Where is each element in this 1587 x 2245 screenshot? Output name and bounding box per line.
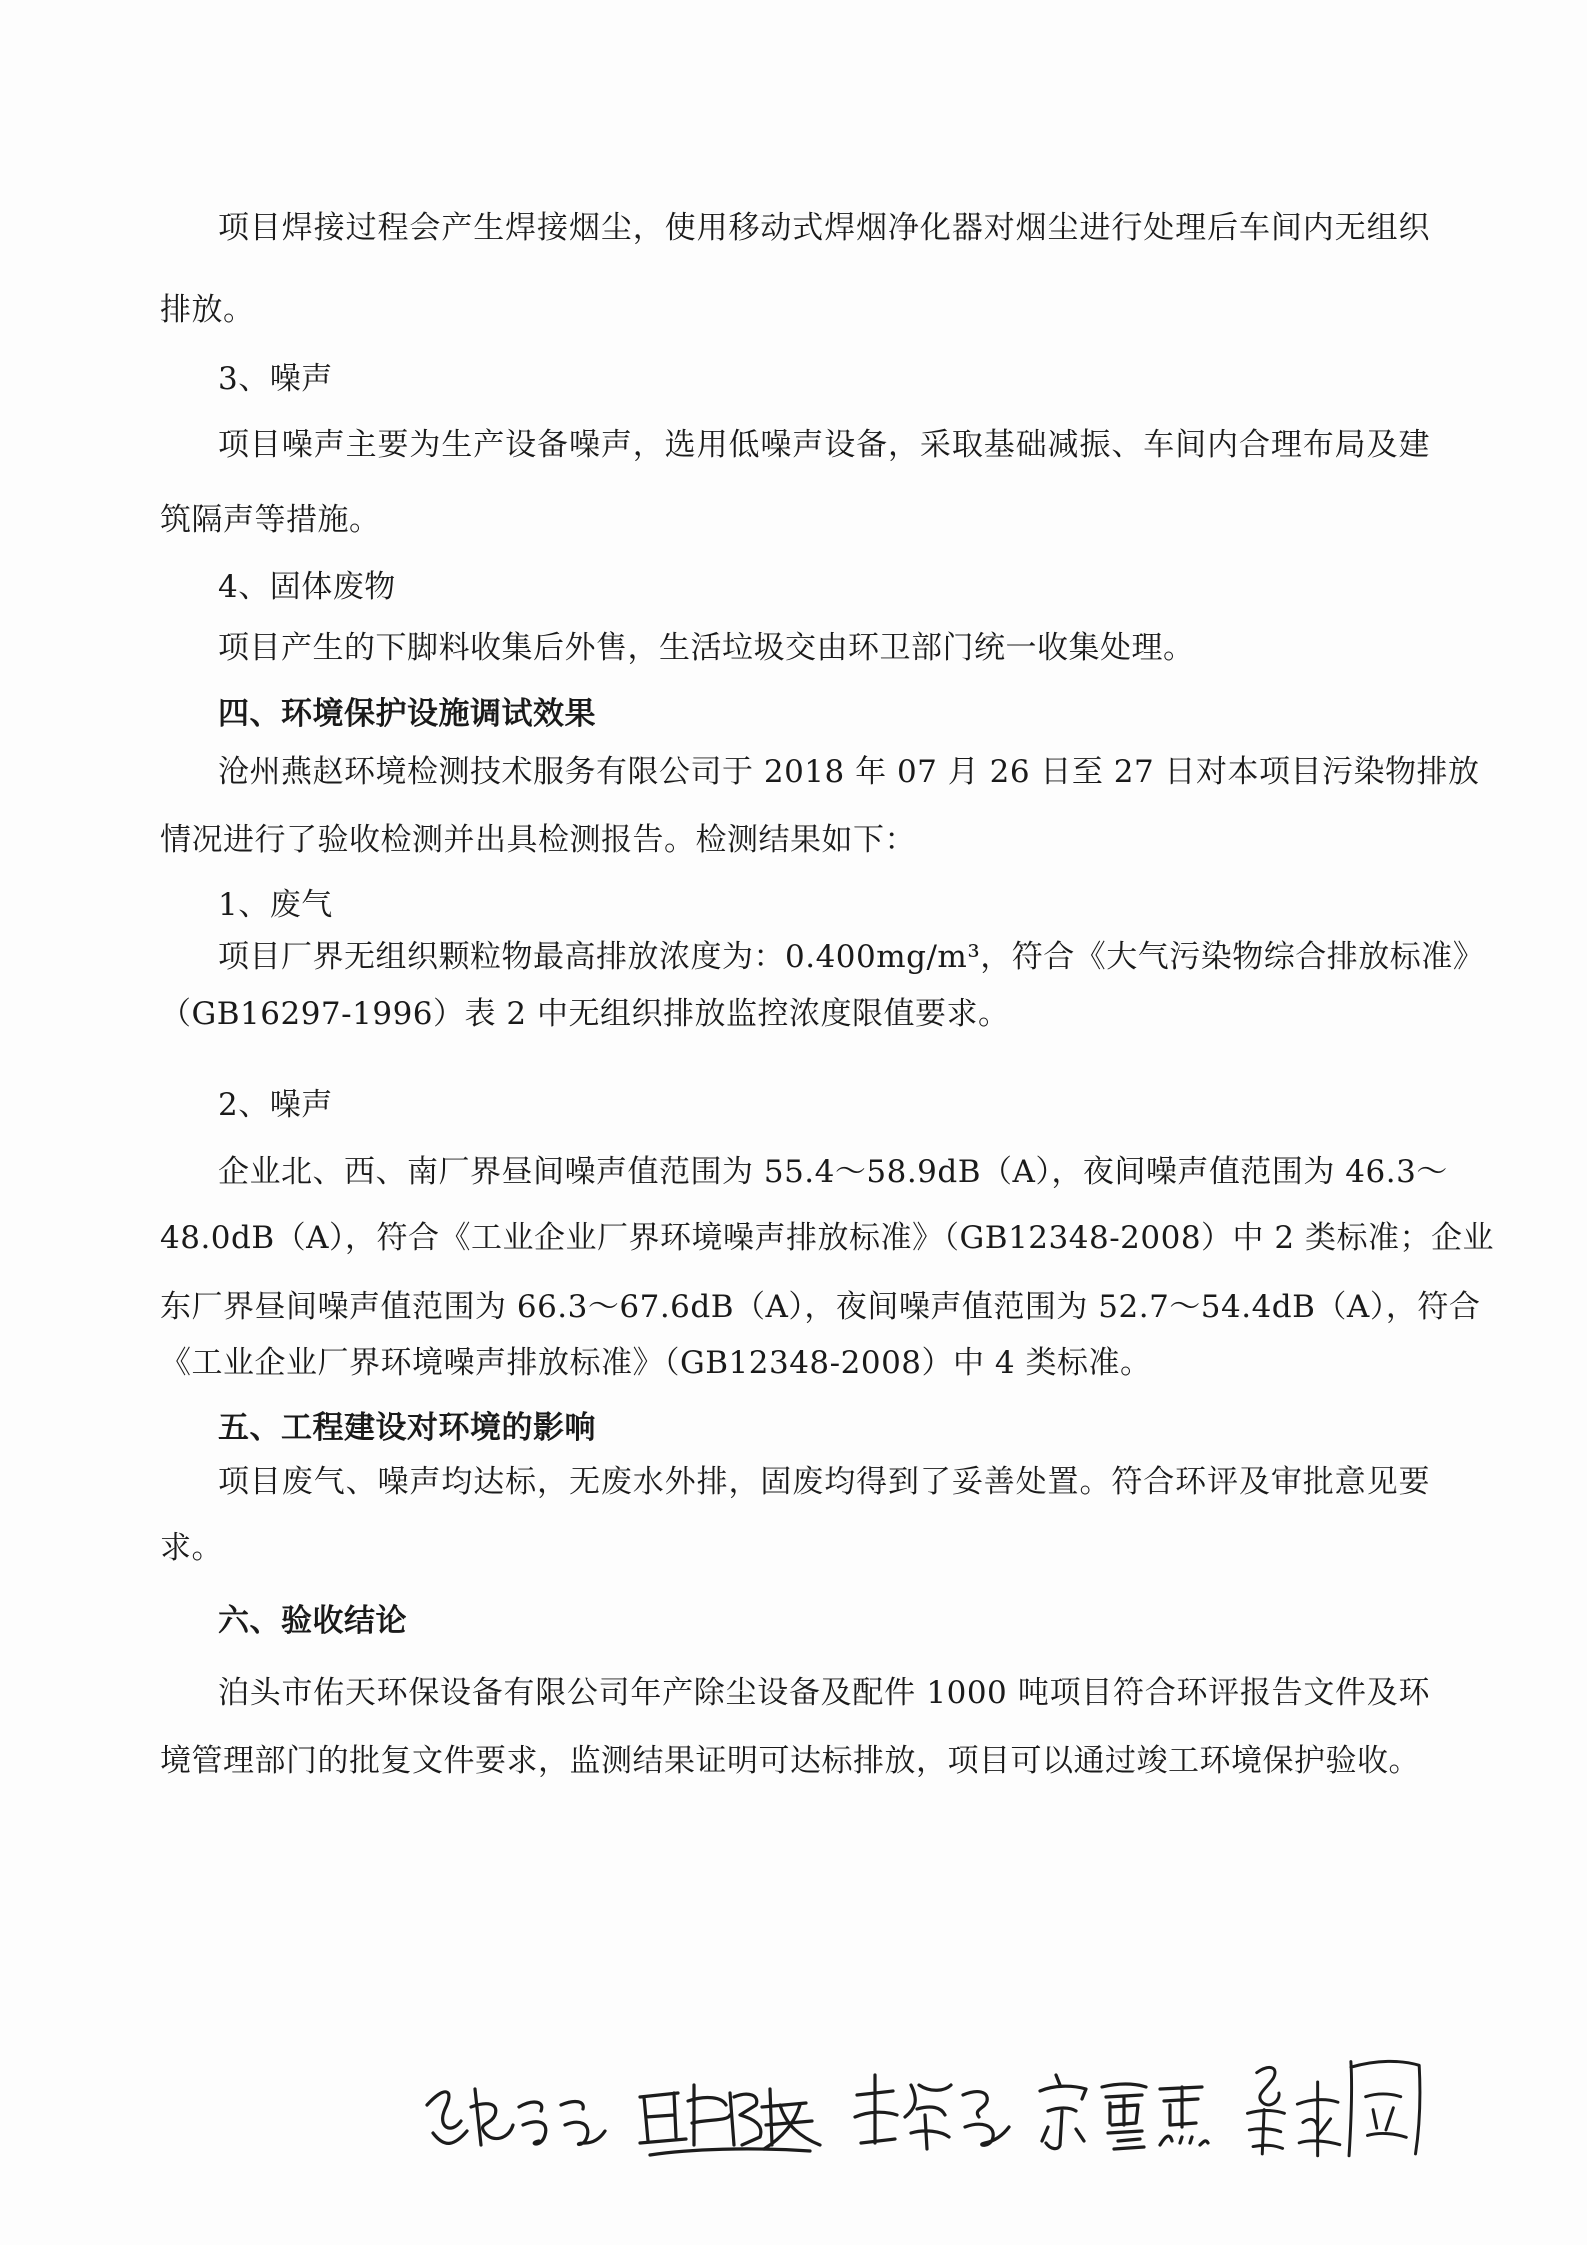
paragraph-line: 情况进行了验收检测并出具检测报告。检测结果如下： xyxy=(160,822,916,858)
signature-3 xyxy=(845,2045,1015,2165)
signature-1 xyxy=(415,2045,615,2165)
subheading: 3、噪声 xyxy=(218,361,333,397)
paragraph-line: 求。 xyxy=(160,1530,223,1566)
paragraph-line: 排放。 xyxy=(160,292,255,328)
section-heading: 五、工程建设对环境的影响 xyxy=(218,1410,596,1446)
section-heading: 六、验收结论 xyxy=(218,1603,407,1639)
paragraph-line: 项目产生的下脚料收集后外售，生活垃圾交由环卫部门统一收集处理。 xyxy=(218,630,1195,666)
signature-2 xyxy=(630,2045,830,2165)
paragraph-line: 项目废气、噪声均达标，无废水外排，固废均得到了妥善处置。符合环评及审批意见要 xyxy=(218,1464,1430,1500)
paragraph-line: 项目厂界无组织颗粒物最高排放浓度为：0.400mg/m³，符合《大气污染物综合排放标准》 xyxy=(218,939,1485,975)
signature-4 xyxy=(1030,2045,1215,2165)
paragraph-line: 筑隔声等措施。 xyxy=(160,502,381,538)
paragraph-line: 48.0dB（A），符合《工业企业厂界环境噪声排放标准》（GB12348-2008）中 2 类标准；企业 xyxy=(160,1220,1494,1256)
paragraph-line: 东厂界昼间噪声值范围为 66.3～67.6dB（A），夜间噪声值范围为 52.7～54.4dB（A），符合 xyxy=(160,1289,1481,1325)
subheading: 4、固体废物 xyxy=(218,569,396,605)
section-heading: 四、环境保护设施调试效果 xyxy=(218,696,596,732)
paragraph-line: 企业北、西、南厂界昼间噪声值范围为 55.4～58.9dB（A），夜间噪声值范围为 46.3～ xyxy=(218,1154,1448,1190)
paragraph-line: 《工业企业厂界环境噪声排放标准》（GB12348-2008）中 4 类标准。 xyxy=(160,1345,1152,1381)
subheading: 1、废气 xyxy=(218,887,333,923)
paragraph-line: （GB16297-1996）表 2 中无组织排放监控浓度限值要求。 xyxy=(160,996,1010,1032)
paragraph-line: 沧州燕赵环境检测技术服务有限公司于 2018 年 07 月 26 日至 27 日对本项目污染物排放 xyxy=(218,754,1480,790)
paragraph-line: 项目焊接过程会产生焊接烟尘，使用移动式焊烟净化器对烟尘进行处理后车间内无组织 xyxy=(218,210,1430,246)
paragraph-line: 项目噪声主要为生产设备噪声，选用低噪声设备，采取基础减振、车间内合理布局及建 xyxy=(218,427,1430,463)
paragraph-line: 泊头市佑天环保设备有限公司年产除尘设备及配件 1000 吨项目符合环评报告文件及环 xyxy=(218,1675,1430,1711)
signature-5 xyxy=(1230,2045,1445,2165)
subheading: 2、噪声 xyxy=(218,1087,333,1123)
paragraph-line: 境管理部门的批复文件要求，监测结果证明可达标排放，项目可以通过竣工环境保护验收。 xyxy=(160,1743,1420,1779)
